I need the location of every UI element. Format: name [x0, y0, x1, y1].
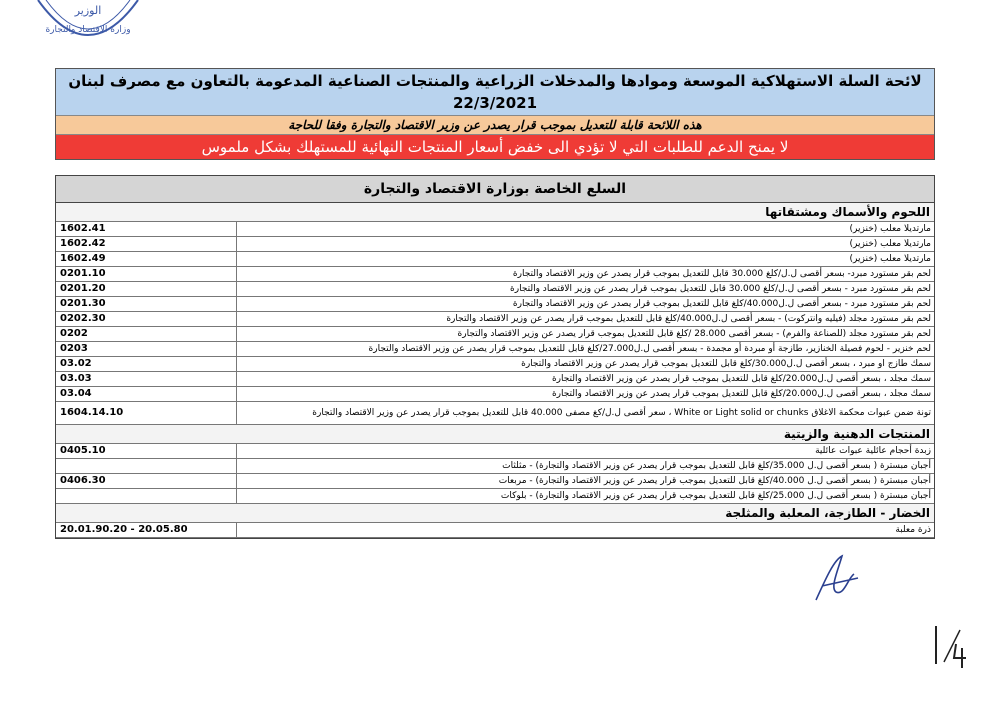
- title-text: لائحة السلة الاستهلاكية الموسعة وموادها والمدخلات الزراعية والمنتجات الصناعية المدعومة بالتعاون مع مصرف لبنان: [68, 72, 922, 90]
- row-description: لحم خنزير - لحوم فصيلة الخنازير، طازجة أو مبردة أو مجمدة - بسعر أقصى ل.ل27.000/كلغ قابل للتعديل بموجب قرار يصدر عن وزير الاقتصاد والتجارة: [368, 344, 931, 354]
- row-description: مارتديلا معلب (خنزير): [849, 254, 931, 264]
- row-hs-code: 1604.14.10: [56, 402, 237, 424]
- row-description: سمك طازج او مبرد ، بسعر أقصى ل.ل30.000/كلغ قابل للتعديل بموجب قرار يصدر عن وزير الاقتصاد والتجارة: [521, 359, 931, 369]
- table-row: [56, 459, 934, 474]
- row-description: لحم بقر مستورد مجلد (للصناعة والفرم) - بسعر أقصى 28.000 /كلغ قابل للتعديل بموجب قرار يصدر عن وزير الاقتصاد والتجارة: [457, 329, 931, 339]
- table-row: [56, 489, 934, 504]
- table-row: [56, 252, 934, 267]
- table-row: [56, 474, 934, 489]
- row-hs-code: 0201.20: [56, 282, 237, 296]
- row-description: أجبان مبسترة ( بسعر أقصى ل.ل 40.000/كلغ قابل للتعديل بموجب قرار يصدر عن وزير الاقتصاد والتجارة) - مربعات: [498, 476, 931, 486]
- table-row: [56, 357, 934, 372]
- category-heading: الخضار - الطازجة، المعلبة والمثلجة: [56, 504, 934, 523]
- table-row: [56, 297, 934, 312]
- table-row: [56, 372, 934, 387]
- row-description: سمك مجلد ، بسعر أقصى ل.ل20.000/كلغ قابل للتعديل بموجب قرار يصدر عن وزير الاقتصاد والتجارة: [551, 389, 931, 399]
- row-description: لحم بقر مستورد مجلد (فيليه وانتركوت) - بسعر أقصى ل.ل40.000/كلغ قابل للتعديل بموجب قرار يصدر عن وزير الاقتصاد والتجارة: [446, 314, 931, 324]
- row-description: لحم بقر مستورد مبرد - بسعر أقصى ل.ل/كلغ 30.000 قابل للتعديل بموجب قرار يصدر عن وزير الاقتصاد والتجارة: [510, 284, 931, 294]
- row-hs-code: 0201.10: [56, 267, 237, 281]
- row-hs-code: 1602.41: [56, 222, 237, 236]
- row-hs-code: 0406.30: [56, 474, 237, 488]
- svg-text:وزارة الاقتصاد والتجارة: وزارة الاقتصاد والتجارة: [45, 25, 131, 35]
- row-description: سمك مجلد ، بسعر أقصى ل.ل20.000/كلغ قابل للتعديل بموجب قرار يصدر عن وزير الاقتصاد والتجارة: [551, 374, 931, 384]
- row-description: زبدة أحجام عائلية عبوات عائلية: [815, 446, 931, 456]
- row-description: أجبان مبسترة ( بسعر أقصى ل.ل 25.000/كلغ قابل للتعديل بموجب قرار يصدر عن وزير الاقتصاد والتجارة) - بلوكات: [500, 491, 931, 501]
- category-heading: المنتجات الدهنية والزيتية: [56, 425, 934, 444]
- table-row: [56, 237, 934, 252]
- row-description: مارتديلا معلب (خنزير): [849, 224, 931, 234]
- row-hs-code: 0202.30: [56, 312, 237, 326]
- table-row: [56, 267, 934, 282]
- row-hs-code: 03.04: [56, 387, 237, 401]
- row-description: أجبان مبسترة ( بسعر أقصى ل.ل 35.000/كلغ قابل للتعديل بموجب قرار يصدر عن وزير الاقتصاد والتجارة) - مثلثات: [502, 461, 931, 471]
- header-box: [55, 68, 935, 160]
- row-hs-code: 1602.42: [56, 237, 237, 251]
- row-hs-code: 1602.49: [56, 252, 237, 266]
- row-hs-code: 20.05.80 - 20.01.90.20: [56, 523, 237, 537]
- ministry-stamp: [18, 0, 158, 55]
- table-section-title: السلع الخاصة بوزارة الاقتصاد والتجارة: [56, 176, 934, 203]
- support-warning: لا يمنح الدعم للطلبات التي لا تؤدي الى خفض أسعار المنتجات النهائية للمستهلك بشكل ملموس: [56, 135, 934, 159]
- table-row: [56, 312, 934, 327]
- row-hs-code: 03.02: [56, 357, 237, 371]
- title-date: 22/3/2021: [452, 94, 538, 112]
- row-hs-code: 0201.30: [56, 297, 237, 311]
- table-row: [56, 387, 934, 402]
- row-description: مارتديلا معلب (خنزير): [849, 239, 931, 249]
- category-heading: اللحوم والأسماك ومشتقاتها: [56, 203, 934, 222]
- row-hs-code: 0405.10: [56, 444, 237, 458]
- table-row: [56, 523, 934, 538]
- table-row: [56, 282, 934, 297]
- row-description: ذرة معلبة: [895, 525, 931, 535]
- amendment-note: هذه اللائحة قابلة للتعديل بموجب قرار يصدر عن وزير الاقتصاد والتجارة وفقا للحاجة: [56, 116, 934, 135]
- row-hs-code: [56, 489, 237, 503]
- table-row: [56, 444, 934, 459]
- document-title: [56, 69, 934, 116]
- row-hs-code: 0202: [56, 327, 237, 341]
- table-row: [56, 342, 934, 357]
- row-hs-code: [56, 459, 237, 473]
- table-row: [56, 222, 934, 237]
- row-hs-code: 03.03: [56, 372, 237, 386]
- page-number: [930, 620, 970, 670]
- goods-table: [55, 175, 935, 539]
- row-description: لحم بقر مستورد مبرد- بسعر أقصى ل.ل/كلغ 30.000 قابل للتعديل بموجب قرار يصدر عن وزير الاقتصاد والتجارة: [512, 269, 931, 279]
- table-row: [56, 327, 934, 342]
- row-description: لحم بقر مستورد مبرد - بسعر أقصى ل.ل40.000/كلغ قابل للتعديل بموجب قرار يصدر عن وزير الاقتصاد والتجارة: [512, 299, 931, 309]
- table-row: [56, 402, 934, 425]
- table-body: [56, 203, 934, 538]
- svg-text:الوزير: الوزير: [74, 4, 102, 17]
- signature-icon: [808, 548, 868, 608]
- row-hs-code: 0203: [56, 342, 237, 356]
- row-description: تونة ضمن عبوات محكمة الاغلاق White or Light solid or chunks ، سعر أقصى ل.ل/كغ مصفى 40.000 قابل للتعديل بموجب قرار يصدر عن وزير الاقتصاد والتجارة: [312, 408, 931, 418]
